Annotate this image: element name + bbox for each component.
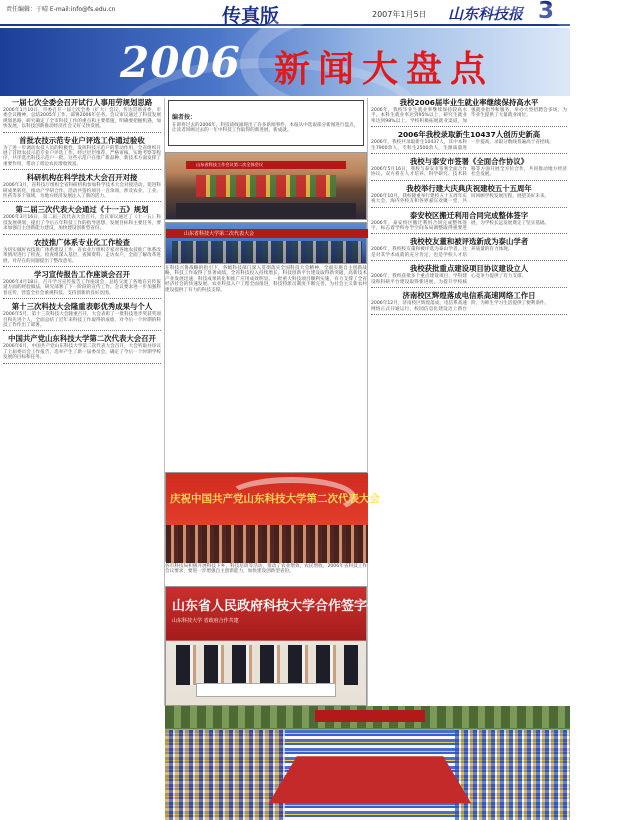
editor-credit: 责任编辑：于晴 E-mail:info@fs.edu.cn xyxy=(6,6,116,13)
article-body: 2006年6月，中国共产党山东科技大学第二次代表大会召开，大会听取并审议了上届委员会工作报告，选举产生了新一届委员会，确定了今后一个时期学校发展的目标和任务。 xyxy=(3,344,161,361)
news-article xyxy=(3,302,161,331)
editor-note xyxy=(168,100,364,146)
photo-flags xyxy=(196,175,336,197)
article-body: 2006年，泰安校区搬迁利用合同完成整体签字，标志着学校办学空间布局调整取得重要进展，为学校长远发展奠定了坚实基础。 xyxy=(371,220,550,232)
middle-article xyxy=(165,266,367,470)
article-title: 我校2006届毕业生就业率继续保持高水平 xyxy=(399,98,539,107)
news-article xyxy=(3,270,161,299)
section-title: 传真版 xyxy=(222,5,280,27)
article-title: 2006年我校录取新生10437人创历史新高 xyxy=(397,130,541,140)
article-body: 2006年5月，第十三次科技大会隆重召开，大会表彰了一批科技进步奖获奖项目和先进个人，全面总结了近年来科技工作取得的成绩，对今后一个时期的科技工作作出了部署。 xyxy=(3,312,161,328)
photo-banner-text: 山东省科技大学第二次代表大会 xyxy=(184,231,255,237)
article-body: 2006年，我校获批多个重点建设项目，学科建设和科研平台建设取得新进展，为提升学校核心竞争力提供了有力支撑。 xyxy=(371,274,527,285)
photo-banner-text: 山东省科技工作会议第二次全体会议 xyxy=(196,162,264,167)
news-article xyxy=(3,136,161,171)
article-body: 为切实做好农技推广体系建设工作，省农业厅组织专家对各地农技推广体系改革情况进行了检查。检查组深入基层，查阅资料、走访农户，全面了解改革进展，对存在的问题提出了整改意见。 xyxy=(3,247,161,264)
photo-celebration xyxy=(165,472,380,562)
article-title: 农技推广体系专业化工作检查 xyxy=(33,237,131,247)
news-article xyxy=(371,157,567,181)
page-number: 3 xyxy=(538,0,555,24)
photo-signing-ceremony xyxy=(165,586,394,706)
headline-banner xyxy=(0,28,570,96)
article-body: 各市科技局积极开展科技下乡、科技培训等活动，推动了农业增效、农民增收。2006年省科技工作会议要求，要进一步增强自主创新能力，加快建设创新型省份。 xyxy=(165,564,367,575)
article-body: 2006年3月16日，第二届三次代表大会召开，会议审议通过了《十一五》科技发展规划，提出了今后五年科技工作的指导思想、发展目标和主要任务，要求加强自主创新能力建设，加快建设创新型省份。 xyxy=(3,215,161,232)
photo-conference xyxy=(165,152,367,220)
article-title: 第二届三次代表大会通过《十一五》规划 xyxy=(15,205,149,215)
photo-crowd xyxy=(166,525,368,563)
article-title: 一届七次全委会召开试行人事用劳规划思路 xyxy=(11,98,153,107)
news-article xyxy=(371,237,567,261)
article-body: 2006年3月，省科技厅组织全省科研机构参加科学技术大会对接活动，促进科研成果转化，推动产学研合作。活动共签约项目一百余项，涉及农业、工业、医药等多个领域，为地方经济发展注入了新的活力。 xyxy=(3,183,161,200)
photo-crowd-left xyxy=(165,730,285,820)
article-body: 2006年，我校共录取新生10437人，其中本科生7900余人，专科生2500余人，生源质量进一步提高，录取分数线普遍高于省控线。 xyxy=(371,140,554,151)
news-article xyxy=(371,130,567,154)
news-article xyxy=(3,205,161,234)
banner-year: 2006 xyxy=(120,38,241,87)
article-body: 2006年，我校毕业生就业率继续保持较高水平，本科生就业率达到95%以上，研究生就业率达到98%以上。学校积极拓展就业渠道，加强就业指导和服务，举办大型招聘会多场，为毕业生提供了大量就业岗位。 xyxy=(371,108,567,124)
photo-banner-text: 庆祝中国共产党山东科技大学第二次代表大会 xyxy=(170,493,380,505)
article-body: 2006年12月，济南校区辉煌落成，电信系高速网络正式开通运行，校园信息化建设迈上新台阶，为师生学习生活提供了便利条件。 xyxy=(371,301,550,312)
right-column xyxy=(368,98,570,820)
article-body: 2006年，我校校友董和被评选为泰山学者，这是对其学术成就的充分肯定，也是学校人才培养质量的有力体现。 xyxy=(371,247,513,258)
left-column xyxy=(0,98,164,820)
news-article xyxy=(371,291,567,315)
article-body: 2006年10月，我校隆重举行建校五十五周年庆祝大会，海内外校友和各界嘉宾欢聚一堂，共同回顾学校发展历程，展望美好未来。 xyxy=(371,193,550,205)
news-article xyxy=(371,211,567,235)
photo-banner-subtext: 山东科技大学 省政府合作共建 xyxy=(172,618,239,624)
banner-headline: 新闻大盘点 xyxy=(274,48,495,90)
photo-people xyxy=(172,241,362,263)
photo-assembly xyxy=(165,222,367,264)
article-body: 在科技兴鲁战略的指引下，各级科技部门深入贯彻落实全国科技大会精神，全面实施自主创新战略，科技工作取得了显著成绩。全省科技投入持续增长，科技创新平台建设取得新突破，高新技术产业发展迅速，科技成果转化和推广应用成效明显。一批重大科技项目顺利实施，有力支撑了全省经济社会的快速发展。农业科技入户工程全面推进，科技特派员制度不断完善，为社会主义新农村建设提供了有力的科技支撑。 xyxy=(165,266,367,293)
middle-article xyxy=(165,564,367,586)
newspaper-logo: 山东科技报 xyxy=(448,5,524,23)
photo-banner-text: 山东省人民政府科技大学合作签字仪式 xyxy=(172,599,394,614)
photo-desk xyxy=(176,203,356,219)
editor-note-text: 在即将过去的2006年，科技战线涌现出了许多新闻事件，本报从中选取部分新闻进行盘点，让读者回顾过去的一年中科技工作取得的新进展、新成就。 xyxy=(172,123,359,134)
article-body: 2006年4月18日，召开学习宣传报告工作座谈会，总结交流了各地在宣传报道方面的经验做法，研究部署了下一阶段的宣传工作。会议要求进一步加强科普宣传，营造全社会重视科技、支持创新的良好氛围。 xyxy=(3,279,161,296)
article-title: 学习宣传报告工作座谈会召开 xyxy=(33,269,131,279)
article-title: 我校与泰安市签署《全面合作协议》 xyxy=(409,157,529,167)
news-article xyxy=(3,334,161,363)
publish-date: 2007年1月5日 xyxy=(372,10,427,19)
article-title: 泰安校区搬迁利用合同完成整体签字 xyxy=(409,210,529,220)
middle-column-top xyxy=(164,98,368,148)
article-title: 科研机构在科学技术大会召开对接 xyxy=(26,173,138,183)
news-article xyxy=(371,184,567,208)
article-body: 2006年5月16日，我校与泰安市签署全面合作协议，双方将在人才培养、科学研究、技术转移等方面开展全方位合作，共同推动地方经济社会发展。 xyxy=(371,167,567,178)
news-article xyxy=(371,98,567,127)
article-title: 我校校友董和被评选新成为泰山学者 xyxy=(409,237,529,247)
news-article xyxy=(3,98,161,133)
article-title: 我校获批重点建设项目协议建设立人 xyxy=(409,264,529,274)
article-title: 我校举行建大庆典庆祝建校五十五周年 xyxy=(406,183,532,193)
article-body: 2006年1月10日，市委召开一届七次全委（扩大）会议，传达贯彻省委、市委会议精神，总结2005年工作，部署2006年任务。会议审议通过了科技发展规划思路，研究确定了全市科技工作的重点和主要措施，明确要把握机遇，加快发展，以科技创新推动经济社会又好又快发展。 xyxy=(3,108,161,130)
photo-signing-table xyxy=(196,683,336,697)
news-article xyxy=(3,173,161,202)
news-article xyxy=(3,238,161,267)
article-title: 中国共产党山东科技大学第二次代表大会召开 xyxy=(8,334,156,344)
article-body: 为了进一步调动农技人员的积极性，发挥科技示范户的带动作用，全省组织开展了首批农技示范专业户评选工作。经过层层推荐、严格审核、实地考察等程序，共评选出科技示范户一批。这些示范户在推广新品种、新技术方面发挥了重要作用，带动了周边农民增收致富。 xyxy=(3,145,161,167)
article-title: 首批农技示范专业户评选工作通过验收 xyxy=(19,135,145,145)
news-article xyxy=(371,264,567,288)
article-title: 济南校区辉煌落成电信系高速网络工作日 xyxy=(402,291,536,301)
photo-officials xyxy=(176,645,358,685)
editor-note-label: 编者按： xyxy=(172,114,197,121)
article-title: 第十三次科技大会隆重表彰优秀成果与个人 xyxy=(11,302,153,312)
